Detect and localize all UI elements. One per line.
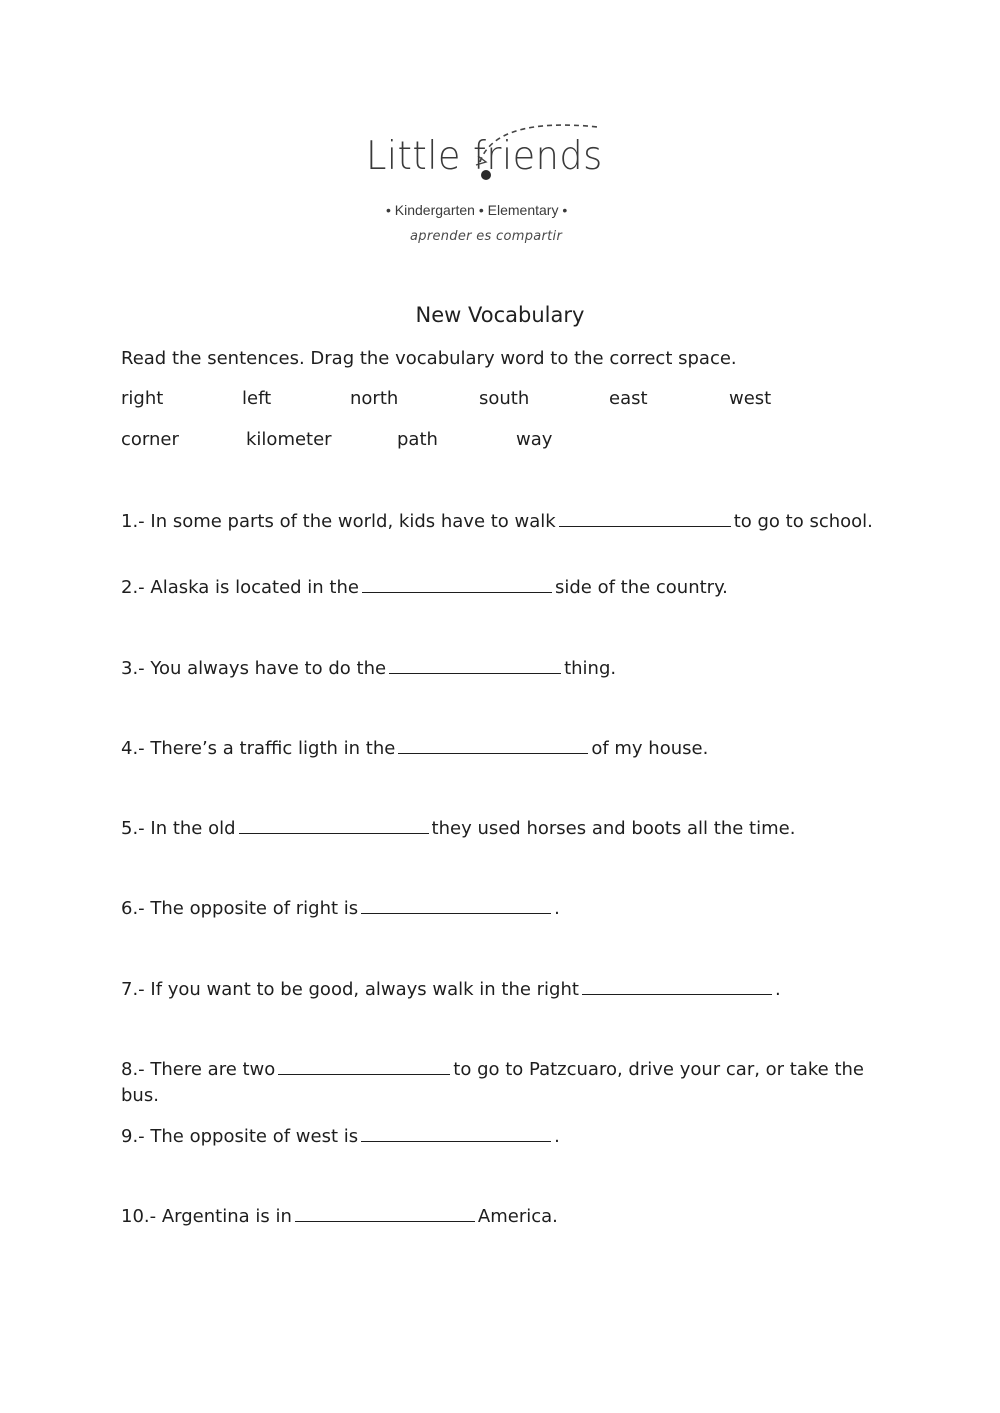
answer-drop-zone[interactable] [389, 655, 561, 674]
answer-drop-zone[interactable] [559, 508, 731, 527]
question-10: 10.- Argentina is in America. [121, 1203, 891, 1230]
answer-drop-zone[interactable] [398, 735, 588, 754]
word-chip[interactable]: south [479, 388, 530, 409]
answer-drop-zone[interactable] [361, 1123, 551, 1142]
word-chip[interactable]: way [516, 429, 553, 450]
question-3: 3.- You always have to do the thing. [121, 655, 891, 682]
question-9: 9.- The opposite of west is . [121, 1123, 891, 1150]
answer-drop-zone[interactable] [278, 1056, 450, 1075]
question-6: 6.- The opposite of right is . [121, 895, 891, 922]
question-8: 8.- There are two to go to Patzcuaro, drive your car, or take the bus. [121, 1056, 891, 1109]
question-4: 4.- There’s a traffic ligth in the of my house. [121, 735, 891, 762]
question-1: 1.- In some parts of the world, kids have to walk to go to school. [121, 508, 891, 535]
page-title: New Vocabulary [415, 303, 585, 327]
answer-drop-zone[interactable] [361, 895, 551, 914]
word-chip[interactable]: kilometer [246, 429, 332, 450]
answer-drop-zone[interactable] [582, 976, 772, 995]
instructions: Read the sentences. Drag the vocabulary word to the correct space. [121, 348, 737, 369]
word-chip[interactable]: north [350, 388, 399, 409]
answer-drop-zone[interactable] [362, 574, 552, 593]
answer-drop-zone[interactable] [239, 815, 429, 834]
school-logo [330, 112, 670, 262]
answer-drop-zone[interactable] [295, 1203, 475, 1222]
word-chip[interactable]: corner [121, 429, 179, 450]
word-chip[interactable]: left [242, 388, 272, 409]
logo-motto: aprender es compartir [410, 229, 563, 244]
logo-name: Little friends [366, 134, 603, 179]
word-chip[interactable]: east [609, 388, 648, 409]
word-chip[interactable]: right [121, 388, 164, 409]
word-chip[interactable]: path [397, 429, 438, 450]
word-chip[interactable]: west [729, 388, 772, 409]
question-5: 5.- In the old they used horses and boots all the time. [121, 815, 891, 842]
question-2: 2.- Alaska is located in the side of the country. [121, 574, 891, 601]
question-7: 7.- If you want to be good, always walk in the right . [121, 976, 891, 1003]
logo-tagline: • Kindergarten • Elementary • [386, 202, 568, 218]
